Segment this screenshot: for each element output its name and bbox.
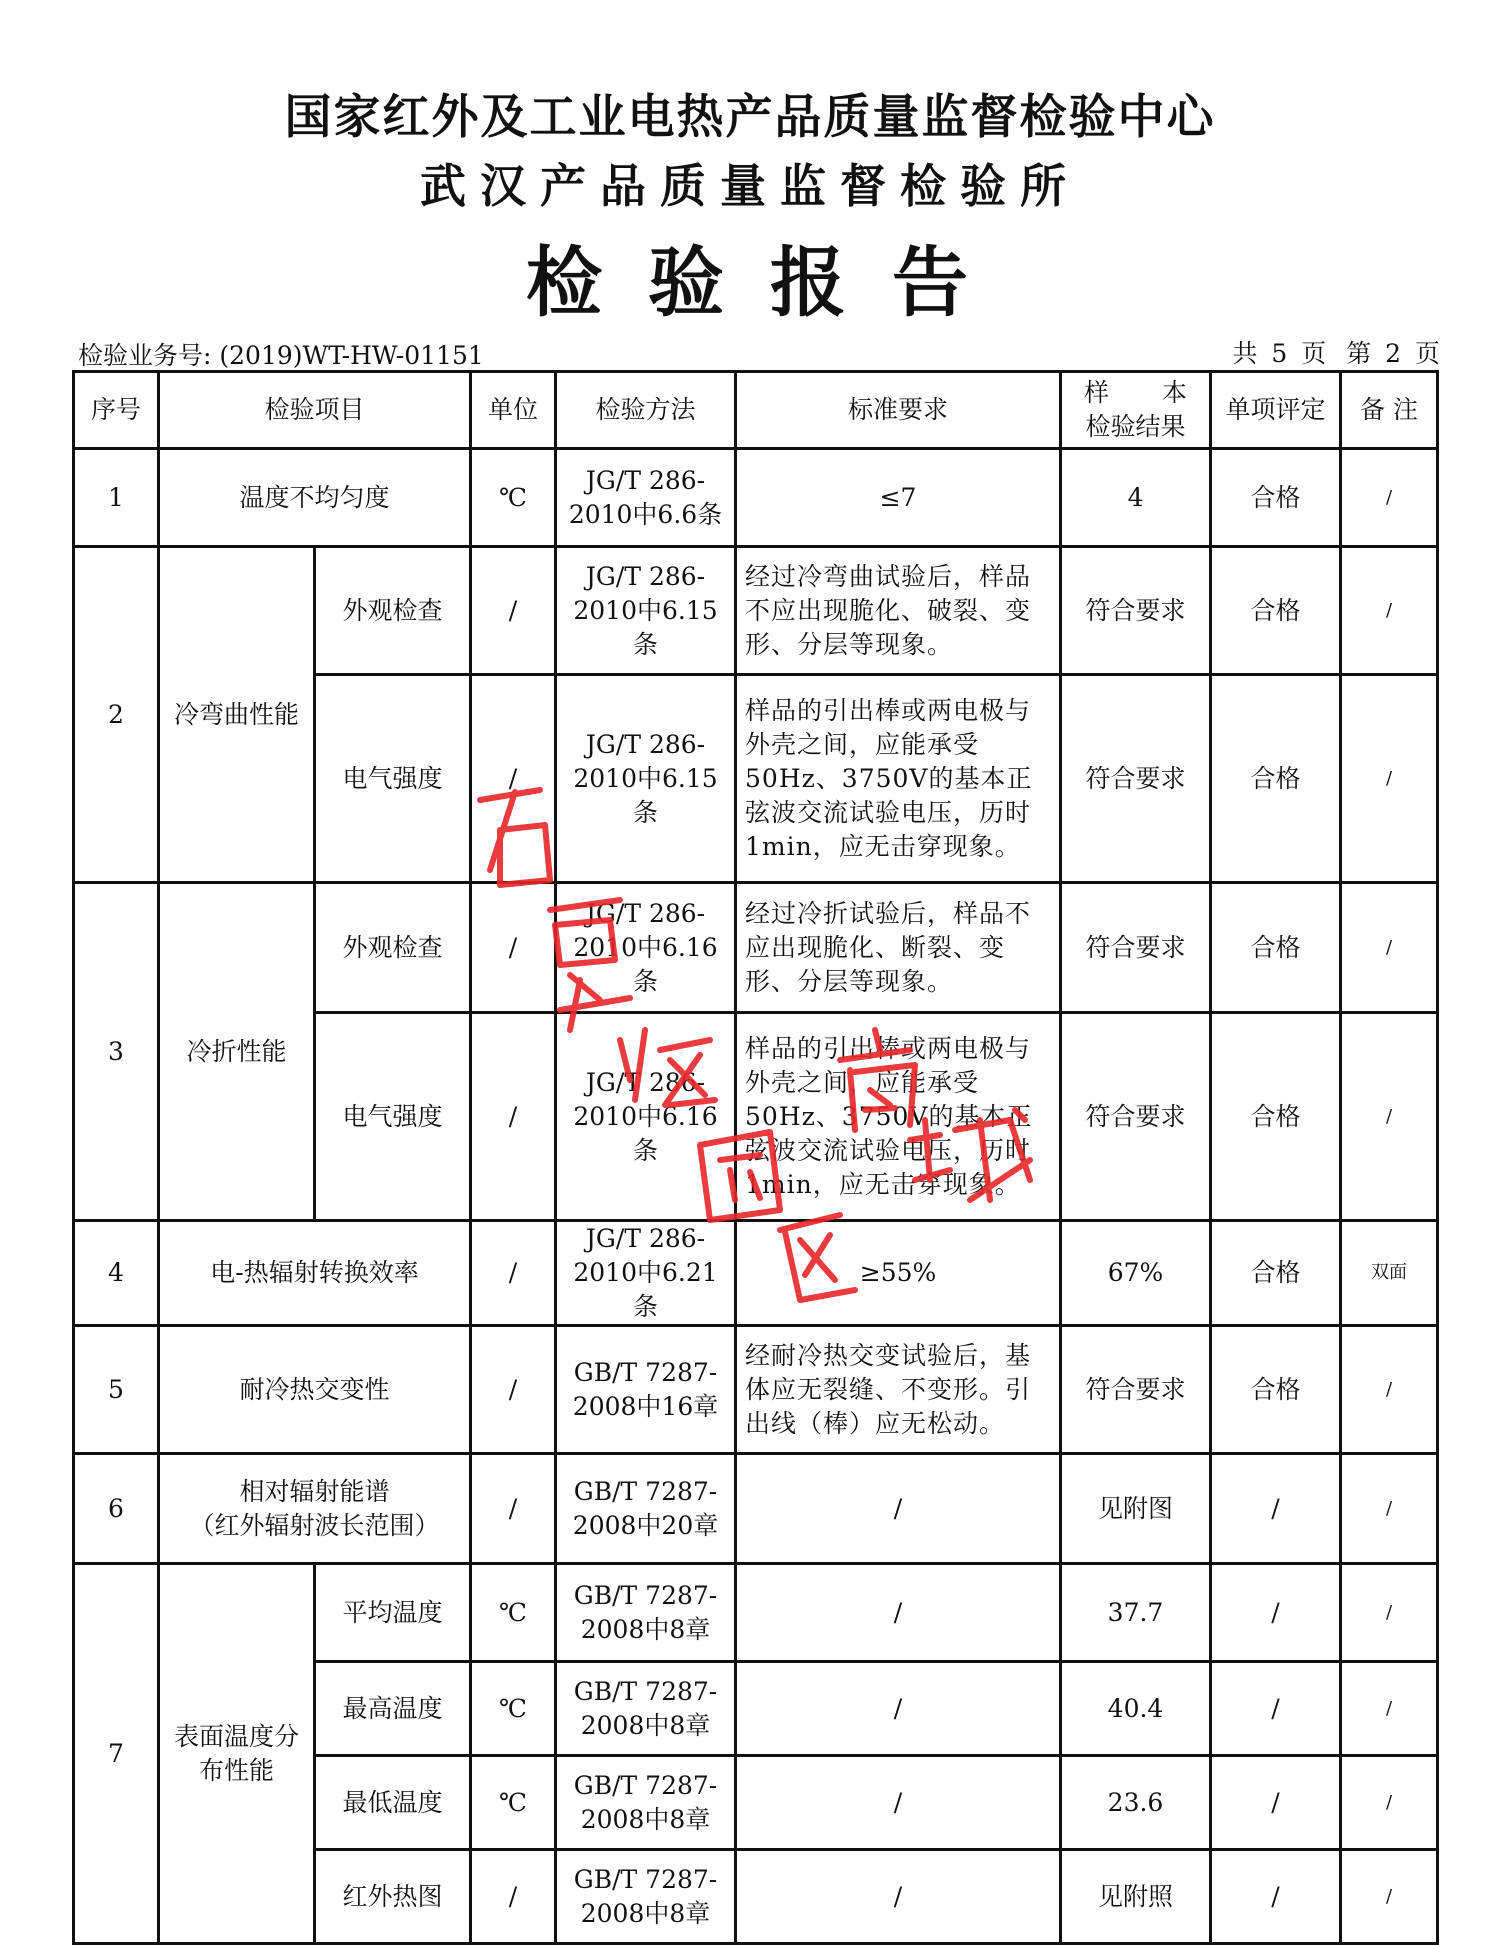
method-cell: GB/T 7287-2008中8章 [556, 1564, 736, 1662]
rating-cell: / [1211, 1564, 1341, 1662]
requirement-cell: 经过冷折试验后，样品不应出现脆化、断裂、变形、分层等现象。 [736, 883, 1061, 1013]
unit-cell: / [471, 1326, 556, 1454]
table-row [74, 1454, 1438, 1564]
rating-cell: 合格 [1211, 449, 1341, 547]
unit-cell: ℃ [471, 449, 556, 547]
table-row [74, 883, 1438, 1013]
institute-name: 武汉产品质量监督检验所 [420, 159, 1080, 213]
col-result [1061, 372, 1211, 449]
rating-cell: / [1211, 1756, 1341, 1850]
col-remark: 备 注 [1341, 372, 1438, 449]
result-cell: 37.7 [1061, 1564, 1211, 1662]
col-seq: 序号 [74, 372, 159, 449]
method-cell: JG/T 286-2010中6.16条 [556, 883, 736, 1013]
business-number-value: (2019)WT-HW-01151 [219, 341, 484, 370]
result-cell: 符合要求 [1061, 547, 1211, 675]
sub-item-cell: 平均温度 [315, 1564, 471, 1662]
rating-cell: 合格 [1211, 1326, 1341, 1454]
result-cell: 符合要求 [1061, 1013, 1211, 1221]
sub-item-cell: 最低温度 [315, 1756, 471, 1850]
col-unit: 单位 [471, 372, 556, 449]
requirement-cell: ≤7 [736, 449, 1061, 547]
unit-cell: ℃ [471, 1662, 556, 1756]
seq-cell: 4 [74, 1221, 159, 1326]
unit-cell: / [471, 547, 556, 675]
result-cell: 符合要求 [1061, 1326, 1211, 1454]
col-result-top-b: 本 [1162, 378, 1188, 407]
requirement-cell: ≥55% [736, 1221, 1061, 1326]
table-row [74, 547, 1438, 675]
item-cell [159, 1454, 471, 1564]
col-method: 检验方法 [556, 372, 736, 449]
col-rating: 单项评定 [1211, 372, 1341, 449]
unit-cell: / [471, 1221, 556, 1326]
report-title: 检验报告 [526, 238, 1014, 327]
rating-cell: 合格 [1211, 883, 1341, 1013]
seq-cell: 5 [74, 1326, 159, 1454]
page-indicator [1226, 334, 1440, 370]
remark-cell: / [1341, 675, 1438, 883]
remark-cell: / [1341, 1454, 1438, 1564]
table-row [74, 1564, 1438, 1662]
unit-cell: ℃ [471, 1564, 556, 1662]
method-cell: GB/T 7287-2008中20章 [556, 1454, 736, 1564]
seq-cell: 6 [74, 1454, 159, 1564]
sub-item-cell: 红外热图 [315, 1850, 471, 1944]
unit-cell: / [471, 1454, 556, 1564]
group-cell: 冷弯曲性能 [159, 547, 315, 883]
rating-cell: 合格 [1211, 1013, 1341, 1221]
seq-cell: 2 [74, 547, 159, 883]
seq-cell: 3 [74, 883, 159, 1221]
table-row [74, 449, 1438, 547]
table-header [74, 372, 1438, 449]
method-cell: JG/T 286-2010中6.6条 [556, 449, 736, 547]
method-cell: JG/T 286-2010中6.21条 [556, 1221, 736, 1326]
inspection-table [72, 370, 1439, 1945]
method-cell: GB/T 7287-2008中8章 [556, 1662, 736, 1756]
item-cell: 电-热辐射转换效率 [159, 1221, 471, 1326]
institution-name: 国家红外及工业电热产品质量监督检验中心 [284, 90, 1216, 145]
requirement-cell: 样品的引出棒或两电极与外壳之间，应能承受50Hz、3750V的基本正弦波交流试验电压，历时1min，应无击穿现象。 [736, 1013, 1061, 1221]
remark-cell: / [1341, 883, 1438, 1013]
result-cell: 符合要求 [1061, 675, 1211, 883]
remark-cell: / [1341, 1662, 1438, 1756]
table-row [74, 1326, 1438, 1454]
table-row [74, 1221, 1438, 1326]
col-result-top-a: 样 [1084, 378, 1110, 407]
seq-cell: 7 [74, 1564, 159, 1944]
requirement-cell: / [736, 1756, 1061, 1850]
business-number [78, 336, 484, 372]
remark-cell: / [1341, 1013, 1438, 1221]
item-line-2: （红外辐射波长范围） [189, 1510, 440, 1540]
sub-item-cell: 外观检查 [315, 883, 471, 1013]
remark-cell: 双面 [1341, 1221, 1438, 1326]
rating-cell: / [1211, 1454, 1341, 1564]
rating-cell: / [1211, 1850, 1341, 1944]
sub-item-cell: 外观检查 [315, 547, 471, 675]
unit-cell: / [471, 1850, 556, 1944]
unit-cell: ℃ [471, 1756, 556, 1850]
result-cell: 23.6 [1061, 1756, 1211, 1850]
rating-cell: / [1211, 1662, 1341, 1756]
requirement-cell: / [736, 1850, 1061, 1944]
sub-item-cell: 电气强度 [315, 675, 471, 883]
result-cell: 4 [1061, 449, 1211, 547]
current-page: 第 2 页 [1346, 339, 1440, 368]
method-cell: JG/T 286-2010中6.15条 [556, 547, 736, 675]
sub-item-cell: 最高温度 [315, 1662, 471, 1756]
result-cell: 67% [1061, 1221, 1211, 1326]
unit-cell: / [471, 675, 556, 883]
seq-cell: 1 [74, 449, 159, 547]
remark-cell: / [1341, 547, 1438, 675]
method-cell: JG/T 286-2010中6.16条 [556, 1013, 736, 1221]
requirement-cell: / [736, 1454, 1061, 1564]
item-line-1: 相对辐射能谱 [239, 1476, 390, 1506]
item-cell: 温度不均匀度 [159, 449, 471, 547]
col-result-bottom: 检验结果 [1085, 412, 1186, 441]
remark-cell: / [1341, 1850, 1438, 1944]
remark-cell: / [1341, 1756, 1438, 1850]
col-requirement: 标准要求 [736, 372, 1061, 449]
unit-cell: / [471, 1013, 556, 1221]
rating-cell: 合格 [1211, 1221, 1341, 1326]
rating-cell: 合格 [1211, 675, 1341, 883]
group-cell: 冷折性能 [159, 883, 315, 1221]
method-cell: GB/T 7287-2008中16章 [556, 1326, 736, 1454]
business-number-label: 检验业务号: [78, 341, 212, 370]
requirement-cell: 经耐冷热交变试验后，基体应无裂缝、不变形。引出线（棒）应无松动。 [736, 1326, 1061, 1454]
requirement-cell: / [736, 1662, 1061, 1756]
unit-cell: / [471, 883, 556, 1013]
item-cell: 耐冷热交变性 [159, 1326, 471, 1454]
result-cell: 见附图 [1061, 1454, 1211, 1564]
method-cell: GB/T 7287-2008中8章 [556, 1756, 736, 1850]
result-cell: 符合要求 [1061, 883, 1211, 1013]
remark-cell: / [1341, 1326, 1438, 1454]
result-cell: 40.4 [1061, 1662, 1211, 1756]
requirement-cell: 经过冷弯曲试验后，样品不应出现脆化、破裂、变形、分层等现象。 [736, 547, 1061, 675]
remark-cell: / [1341, 1564, 1438, 1662]
total-pages: 共 5 页 [1232, 339, 1327, 368]
group-cell: 表面温度分布性能 [159, 1564, 315, 1944]
remark-cell: / [1341, 449, 1438, 547]
result-cell: 见附照 [1061, 1850, 1211, 1944]
method-cell: JG/T 286-2010中6.15条 [556, 675, 736, 883]
sub-item-cell: 电气强度 [315, 1013, 471, 1221]
requirement-cell: 样品的引出棒或两电极与外壳之间，应能承受50Hz、3750V的基本正弦波交流试验电压，历时1min，应无击穿现象。 [736, 675, 1061, 883]
method-cell: GB/T 7287-2008中8章 [556, 1850, 736, 1944]
requirement-cell: / [736, 1564, 1061, 1662]
col-item: 检验项目 [159, 372, 471, 449]
rating-cell: 合格 [1211, 547, 1341, 675]
